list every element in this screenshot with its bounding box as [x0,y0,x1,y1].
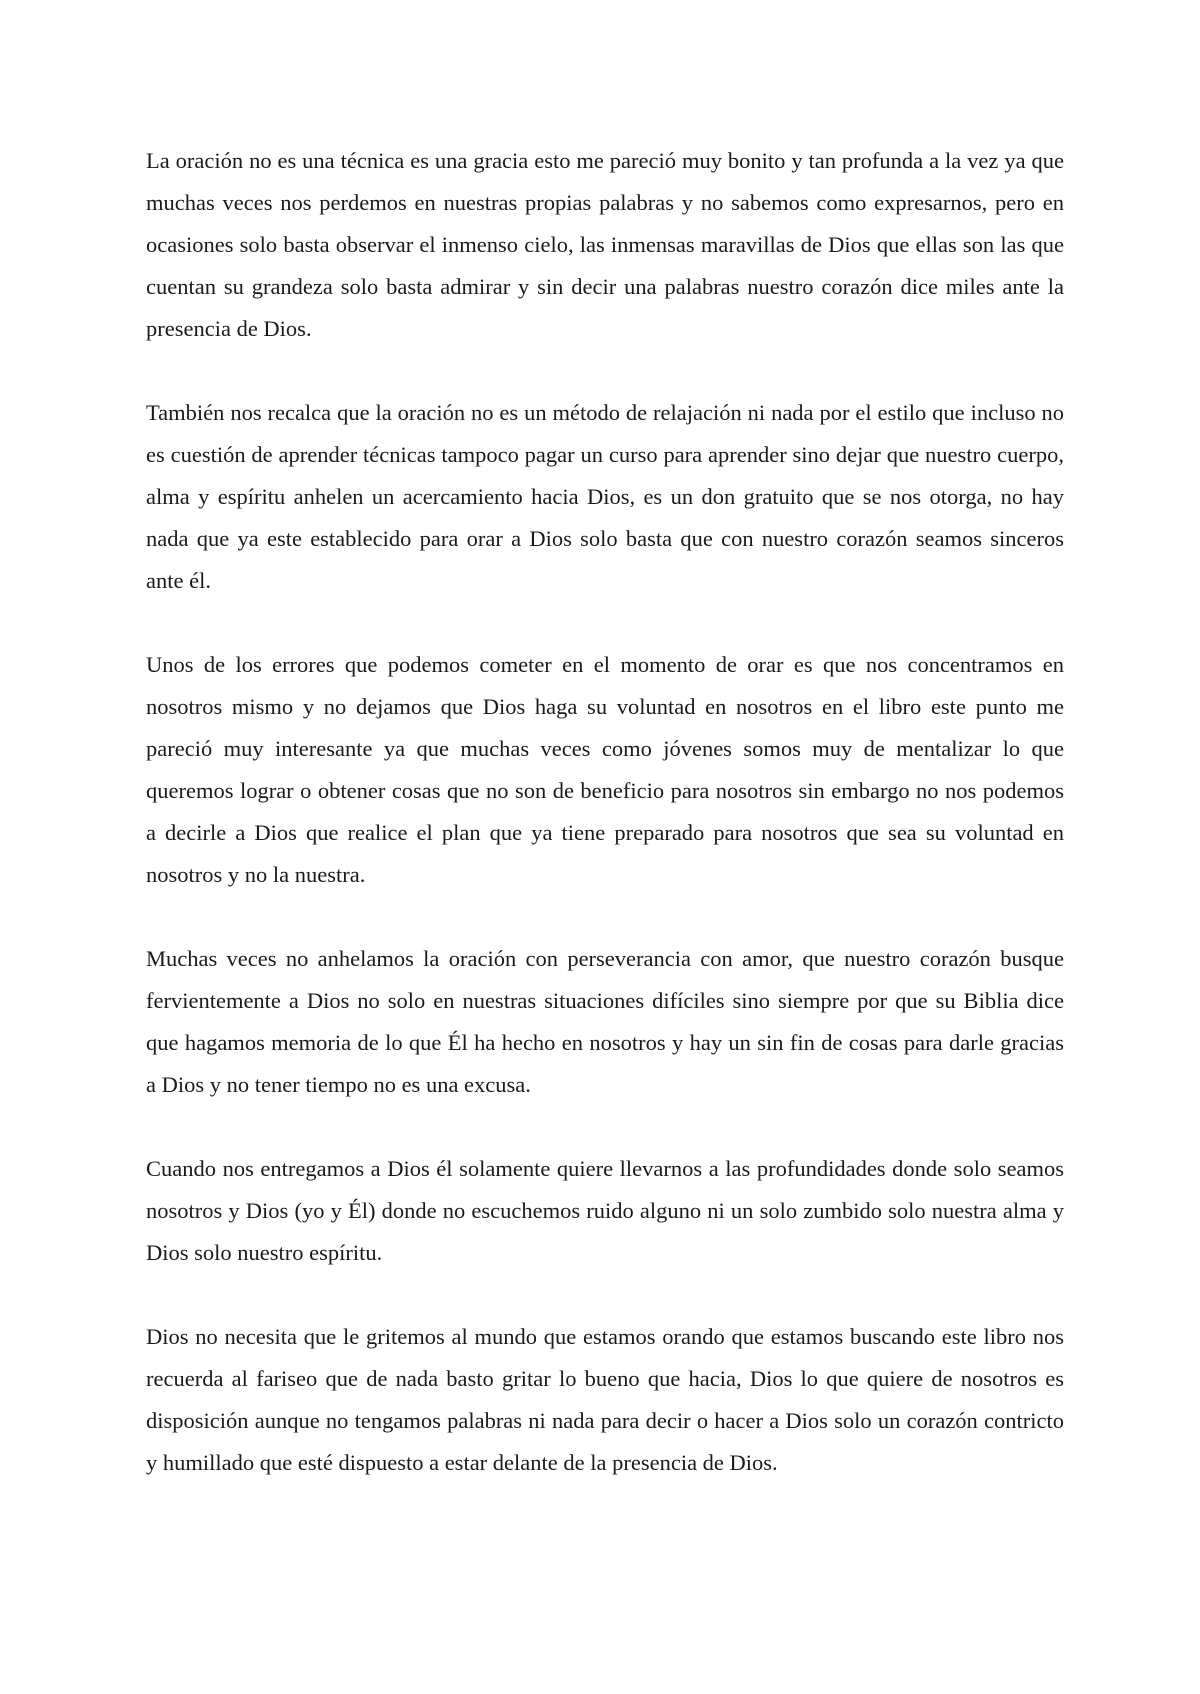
document-body [146,140,1064,1484]
paragraph-2: También nos recalca que la oración no es un método de relajación ni nada por el estilo que incluso no es cuestión de aprender técnicas tampoco pagar un curso para aprender sino dejar que nuestro cuerpo, alma y espíritu anhelen un acercamiento hacia Dios, es un don gratuito que se nos otorga, no hay nada que ya este establecido para orar a Dios solo basta que con nuestro corazón seamos sinceros ante él. [146,400,1064,593]
paragraph-3: Unos de los errores que podemos cometer en el momento de orar es que nos concentramos en nosotros mismo y no dejamos que Dios haga su voluntad en nosotros en el libro este punto me pareció muy interesante ya que muchas veces como jóvenes somos muy de mentalizar lo que queremos lograr o obtener cosas que no son de beneficio para nosotros sin embargo no nos podemos a decirle a Dios que realice el plan que ya tiene preparado para nosotros que sea su voluntad en nosotros y no la nuestra. [146,652,1064,887]
paragraph-6: Dios no necesita que le gritemos al mundo que estamos orando que estamos buscando este libro nos recuerda al fariseo que de nada basto gritar lo bueno que hacia, Dios lo que quiere de nosotros es disposición aunque no tengamos palabras ni nada para decir o hacer a Dios solo un corazón contricto y humillado que esté dispuesto a estar delante de la presencia de Dios. [146,1324,1064,1475]
paragraph-5: Cuando nos entregamos a Dios él solamente quiere llevarnos a las profundidades donde solo seamos nosotros y Dios (yo y Él) donde no escuchemos ruido alguno ni un solo zumbido solo nuestra alma y Dios solo nuestro espíritu. [146,1156,1064,1265]
paragraph-4: Muchas veces no anhelamos la oración con perseverancia con amor, que nuestro corazón busque fervientemente a Dios no solo en nuestras situaciones difíciles sino siempre por que su Biblia dice que hagamos memoria de lo que Él ha hecho en nosotros y hay un sin fin de cosas para darle gracias a Dios y no tener tiempo no es una excusa. [146,946,1064,1097]
paragraph-1: La oración no es una técnica es una gracia esto me pareció muy bonito y tan profunda a la vez ya que muchas veces nos perdemos en nuestras propias palabras y no sabemos como expresarnos, pero en ocasiones solo basta observar el inmenso cielo, las inmensas maravillas de Dios que ellas son las que cuentan su grandeza solo basta admirar y sin decir una palabras nuestro corazón dice miles ante la presencia de Dios. [146,148,1064,341]
